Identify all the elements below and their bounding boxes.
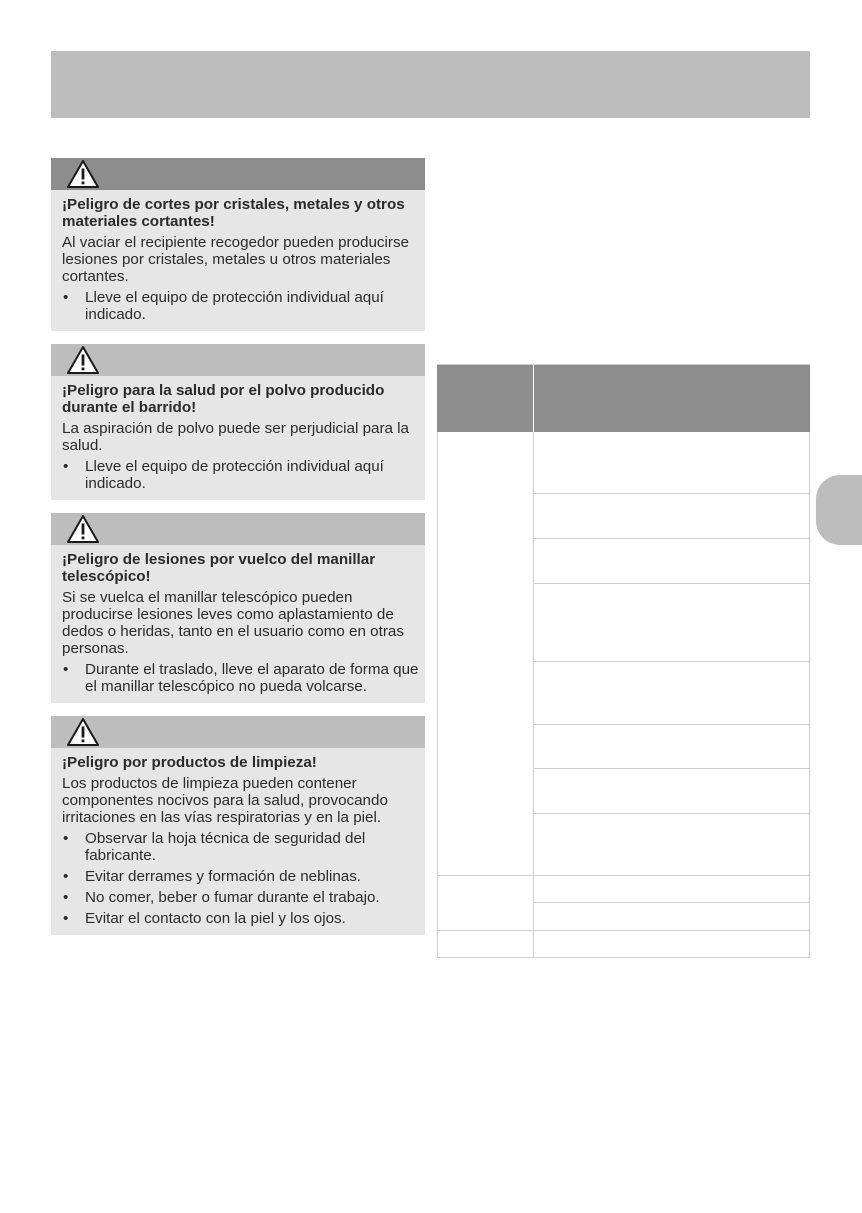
table-row xyxy=(533,724,810,725)
warning-title: ¡Peligro para la salud por el polvo producido durante el barrido! xyxy=(62,382,385,416)
warning-bullet: • Evitar derrames y formación de neblinas. xyxy=(62,868,419,885)
warning-text: La aspiración de polvo puede ser perjudicial para la salud. xyxy=(62,420,410,454)
warning-bullet: • No comer, beber o fumar durante el trabajo. xyxy=(62,889,419,906)
warning-box-header xyxy=(51,344,425,376)
table-row xyxy=(533,902,810,903)
warning-triangle-icon xyxy=(66,717,100,747)
table-row xyxy=(533,538,810,539)
warning-box-dust xyxy=(51,344,425,500)
warning-bullets xyxy=(62,289,419,323)
warning-bullet: • Evitar el contacto con la piel y los ojos. xyxy=(62,910,419,927)
chapter-tab xyxy=(816,475,862,545)
table-header xyxy=(437,365,810,432)
warning-bullets xyxy=(62,661,419,695)
table-row xyxy=(533,493,810,494)
warning-bullets xyxy=(62,830,419,927)
warning-bullet: • Durante el traslado, lleve el aparato de forma que el manillar telescópico no pueda volcarse. xyxy=(62,661,419,695)
warning-triangle-icon xyxy=(66,514,100,544)
warning-text: Si se vuelca el manillar telescópico pueden producirse lesiones leves como aplastamiento de dedos o heridas, tanto en el usuario como en otras personas. xyxy=(62,589,404,657)
warning-box-header xyxy=(51,716,425,748)
table-row xyxy=(533,583,810,584)
warning-triangle-icon xyxy=(66,345,100,375)
warning-bullet: • Lleve el equipo de protección individual aquí indicado. xyxy=(62,458,419,492)
warning-box-cuts xyxy=(51,158,425,331)
warning-text: Al vaciar el recipiente recogedor pueden producirse lesiones por cristales, metales u otros materiales cortantes. xyxy=(62,234,409,285)
table-row xyxy=(533,768,810,769)
warning-list xyxy=(51,158,425,948)
warning-box-header xyxy=(51,158,425,190)
table-row xyxy=(437,875,810,876)
warning-triangle-icon xyxy=(66,159,100,189)
table-row xyxy=(437,930,810,931)
table-row xyxy=(533,813,810,814)
warning-title: ¡Peligro de lesiones por vuelco del manillar telescópico! xyxy=(62,551,376,585)
warning-bullet: • Observar la hoja técnica de seguridad del fabricante. xyxy=(62,830,419,864)
warning-title: ¡Peligro por productos de limpieza! xyxy=(62,754,317,771)
warning-title: ¡Peligro de cortes por cristales, metales y otros materiales cortantes! xyxy=(62,196,405,230)
warning-box-cleaning-agents xyxy=(51,716,425,935)
page-header-bar xyxy=(51,51,810,118)
warning-bullets xyxy=(62,458,419,492)
warning-box-handle xyxy=(51,513,425,703)
warning-bullet: • Lleve el equipo de protección individual aquí indicado. xyxy=(62,289,419,323)
warning-box-header xyxy=(51,513,425,545)
fault-table xyxy=(437,364,810,958)
warning-text: Los productos de limpieza pueden contener componentes nocivos para la salud, provocando irritaciones en las vías respiratorias y en la piel. xyxy=(62,775,388,826)
table-row xyxy=(533,661,810,662)
